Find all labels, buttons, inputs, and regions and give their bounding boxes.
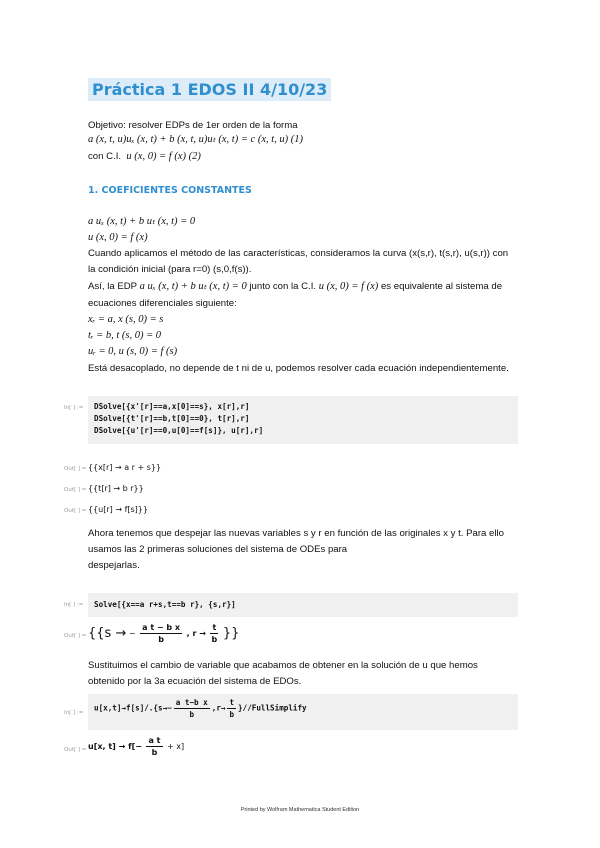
numerator: a t−b x	[175, 698, 208, 707]
in3-pre: u[x,t]→f[s]/.{s→−	[94, 703, 172, 713]
fraction	[227, 697, 236, 720]
ci-label: con C.I.	[88, 151, 122, 162]
input-code-1	[88, 396, 518, 442]
code-line: DSolve[{u'[r]==0,u[0]==f[s]}, u[r],r]	[94, 426, 264, 435]
out3-pre: u[x, t] → f[−	[88, 742, 142, 751]
pde-equation: a uₓ (x, t) + b uₜ (x, t) = 0	[88, 216, 196, 227]
fraction	[140, 622, 182, 645]
p2-eq2: u (x, 0) = f (x)	[318, 281, 379, 292]
in3-post: }//FullSimplify	[238, 703, 307, 713]
input-cell-1[interactable]	[88, 396, 518, 444]
ode-t: tᵣ = b, t (s, 0) = 0	[88, 330, 162, 341]
section-heading: 1. COEFICIENTES CONSTANTES	[88, 185, 252, 196]
ci-equation: u (x, 0) = f (x) (2)	[126, 151, 201, 162]
numerator: a t − b x	[142, 623, 181, 632]
paragraph-substitute-1: Sustituimos el cambio de variable que acabamos de obtener en la solución de u que hemos	[88, 660, 478, 671]
denominator: b	[189, 710, 195, 719]
out3-post: + x]	[167, 742, 185, 751]
initial-condition	[88, 151, 201, 163]
paragraph-decoupled: Está desacoplado, no depende de t ni de u, podemos resolver cada ecuación independientemente.	[88, 363, 509, 374]
numerator: t	[212, 623, 217, 632]
p2-eq: a uₓ (x, t) + b uₜ (x, t) = 0	[139, 281, 247, 292]
paragraph-substitute-2: obtenido por la 3a ecuación del sistema de EDOs.	[88, 676, 302, 687]
fraction	[210, 622, 218, 645]
input-cell-2[interactable]	[88, 593, 518, 617]
denominator: b	[158, 635, 164, 644]
input-label-1: In[ ] :=	[64, 405, 84, 411]
paragraph-despejar-1: Ahora tenemos que despejar las nuevas variables s y r en función de las originales x y t. Para ello	[88, 528, 504, 539]
input-label-2: In[ ] :=	[64, 602, 84, 608]
paragraph-despejar-2: usamos las 2 primeras soluciones del sistema de ODEs para	[88, 544, 348, 555]
output-t: {{t[r] → b r}}	[88, 484, 144, 493]
out2-close: }}	[222, 626, 240, 641]
output-final	[88, 735, 184, 758]
output-label: Out[ ] =	[64, 508, 87, 514]
fraction	[174, 697, 210, 720]
footer-text: Printed by Wolfram Mathematica Student Edition	[240, 807, 360, 813]
input-label-3: In[ ] :=	[64, 710, 84, 716]
numerator: a t	[148, 736, 161, 745]
out2-minus: −	[128, 629, 136, 638]
equation-1: a (x, t, u)uₓ (x, t) + b (x, t, u)uₜ (x, t) = c (x, t, u) (1)	[88, 134, 304, 145]
output-solve	[88, 622, 239, 645]
code-line: DSolve[{t'[r]==b,t[0]==0}, t[r],r]	[94, 414, 250, 423]
denominator: b	[151, 748, 158, 757]
paragraph-equivalence-2: ecuaciones diferenciales siguiente:	[88, 298, 237, 309]
p2-post: es equivalente al sistema de	[380, 281, 503, 292]
code-line: DSolve[{x'[r]==a,x[0]==s}, x[r],r]	[94, 402, 250, 411]
page-title: Práctica 1 EDOS II 4/10/23	[88, 78, 331, 101]
fraction	[146, 735, 162, 758]
denominator: b	[211, 635, 218, 644]
paragraph-characteristics-1: Cuando aplicamos el método de las características, consideramos la curva (x(s,r), t(s,r), u(s,r)) con	[88, 248, 509, 259]
paragraph-characteristics-2: la condición inicial (para r=0) (s,0,f(s)).	[88, 264, 252, 275]
denominator: b	[229, 710, 235, 719]
output-u: {{u[r] → f[s]}}	[88, 505, 148, 514]
input-code-3	[88, 694, 518, 723]
pde-initial-condition: u (x, 0) = f (x)	[88, 232, 148, 243]
paragraph-despejar-3: despejarlas.	[88, 560, 140, 571]
ode-x: xᵣ = a, x (s, 0) = s	[88, 314, 164, 325]
output-x: {{x[r] → a r + s}}	[88, 463, 162, 472]
ode-u: uᵣ = 0, u (s, 0) = f (s)	[88, 346, 178, 357]
input-cell-3[interactable]	[88, 694, 518, 730]
out2-open: {{s →	[88, 626, 127, 641]
output-label-3: Out[ ] =	[64, 747, 87, 753]
p2-pre: Así, la EDP	[88, 281, 137, 292]
out2-mid: , r →	[186, 629, 206, 638]
output-label-2: Out[ ] =	[64, 633, 87, 639]
numerator: t	[229, 698, 235, 707]
output-label: Out[ ] =	[64, 487, 87, 493]
objective-text: Objetivo: resolver EDPs de 1er orden de la forma	[88, 120, 298, 131]
paragraph-equivalence-1	[88, 281, 502, 293]
p2-mid: junto con la C.I.	[249, 281, 317, 292]
output-label: Out[ ] =	[64, 466, 87, 472]
input-code-2: Solve[{x==a r+s,t==b r}, {s,r}]	[94, 600, 236, 609]
in3-mid: ,r→	[211, 703, 226, 713]
